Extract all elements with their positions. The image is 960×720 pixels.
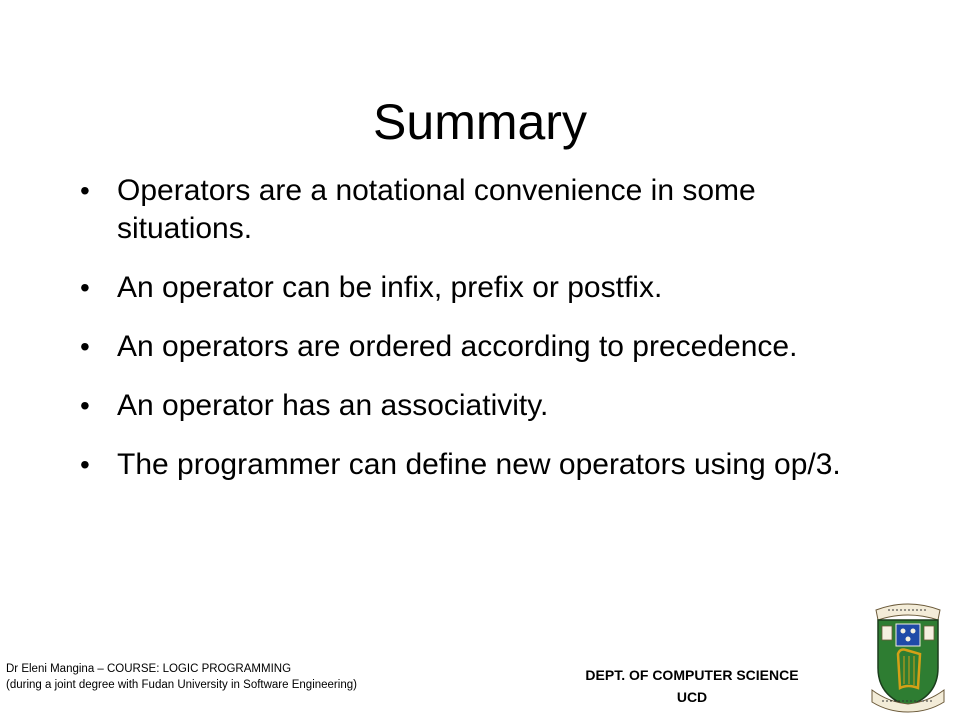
bullet-item [80, 328, 880, 366]
bullet-dot: • [80, 449, 90, 480]
bullet-item [80, 446, 880, 484]
footer-dept-line: DEPT. OF COMPUTER SCIENCE [585, 667, 799, 683]
bullet-text: An operators are ordered according to precedence. [117, 330, 798, 363]
bullet-text: The programmer can define new operators using op/3. [117, 448, 841, 481]
footer-degree-line: (during a joint degree with Fudan University in Software Engineering) [6, 679, 357, 691]
bullet-item [80, 172, 880, 248]
bullet-text: An operator has an associativity. [117, 389, 549, 422]
bullet-list [80, 172, 880, 505]
bullet-text: Operators are a notational convenience in some situations. [117, 174, 756, 245]
bullet-item [80, 387, 880, 425]
bullet-dot: • [80, 331, 90, 362]
ucd-crest-icon [868, 598, 948, 713]
footer-department [540, 664, 844, 708]
footer-course-line: Dr Eleni Mangina – COURSE: LOGIC PROGRAMMING [6, 663, 292, 675]
bullet-dot: • [80, 390, 90, 421]
bullet-item [80, 269, 880, 307]
slide-title: Summary [373, 94, 587, 150]
bullet-dot: • [80, 175, 90, 206]
footer-author [6, 661, 357, 693]
bullet-dot: • [80, 272, 90, 303]
footer-ucd-line: UCD [676, 689, 708, 705]
bullet-text: An operator can be infix, prefix or postfix. [117, 271, 663, 304]
